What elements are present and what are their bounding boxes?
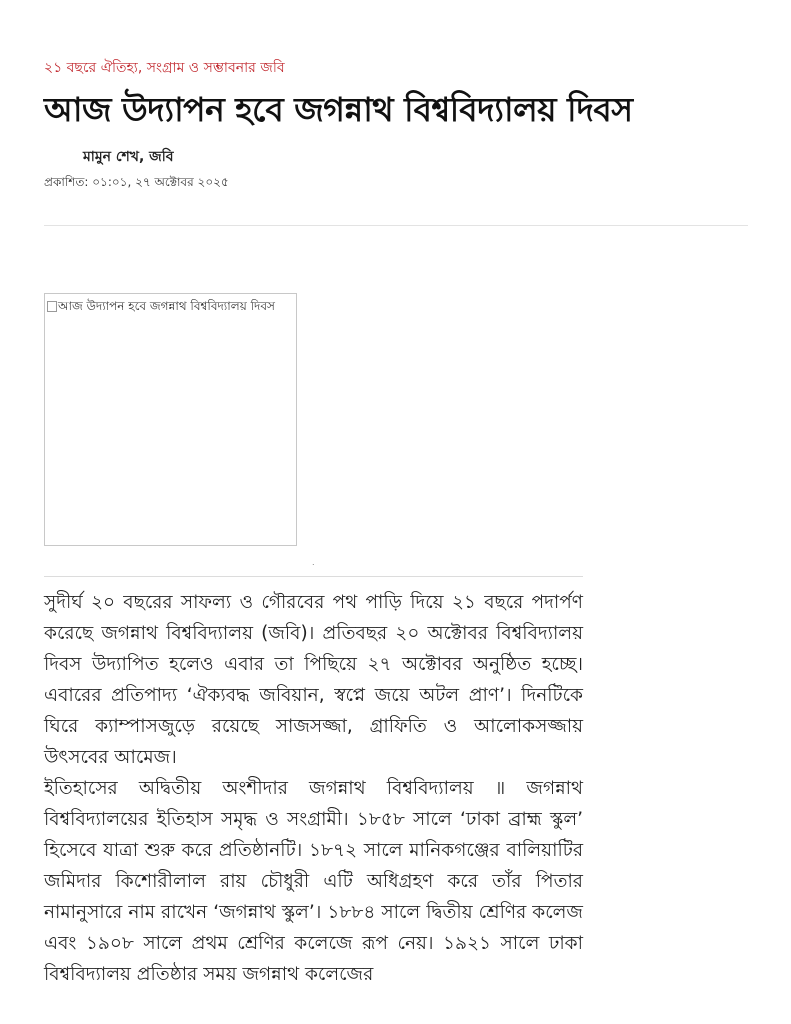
image-alt-text: আজ উদ্যাপন হবে জগন্নাথ বিশ্ববিদ্যালয় দিবস bbox=[58, 299, 275, 313]
article-author[interactable]: মামুন শেখ, জবি bbox=[83, 149, 174, 165]
broken-image-icon bbox=[47, 301, 57, 312]
divider bbox=[44, 225, 748, 226]
divider bbox=[44, 576, 583, 577]
article-title: আজ উদ্যাপন হবে জগন্নাথ বিশ্ববিদ্যালয় দিবস bbox=[44, 90, 633, 129]
paragraph: ইতিহাসের অদ্বিতীয় অংশীদার জগন্নাথ বিশ্ববিদ্যালয় ॥ জগন্নাথ বিশ্ববিদ্যালয়ের ইতিহাস সমৃদ্ধ ও সংগ্রামী। ১৮৫৮ সালে ‘ঢাকা ব্রাহ্ম স্কুল’ হিসেবে যাত্রা শুরু করে প্রতিষ্ঠানটি। ১৮৭২ সালে মানিকগঞ্জের বালিয়াটির জমিদার কিশোরীলাল রায় চৌধুরী এটি অধিগ্রহণ করে তাঁর পিতার নামানুসারে নাম রাখেন ‘জগন্নাথ স্কুল’। ১৮৮৪ সালে দ্বিতীয় শ্রেণির কলেজ এবং ১৯০৮ সালে প্রথম শ্রেণির কলেজে রূপ নেয়। ১৯২১ সালে ঢাকা বিশ্ববিদ্যালয় প্রতিষ্ঠার সময় জগন্নাথ কলেজের bbox=[44, 778, 583, 985]
article-kicker: ২১ বছরে ঐতিহ্য, সংগ্রাম ও সম্ভাবনার জবি bbox=[44, 60, 285, 76]
paragraph: সুদীর্ঘ ২০ বছরের সাফল্য ও গৌরবের পথ পাড়ি দিয়ে ২১ বছরে পদার্পণ করেছে জগন্নাথ বিশ্ববিদ্যালয় (জবি)। প্রতিবছর ২০ অক্টোবর বিশ্ববিদ্যালয় দিবস উদ্যাপিত হলেও এবার তা পিছিয়ে ২৭ অক্টোবর অনুষ্ঠিত হচ্ছে। এবারের প্রতিপাদ্য ‘ঐক্যবদ্ধ জবিয়ান, স্বপ্নে জয়ে অটল প্রাণ’। দিনটিকে ঘিরে ক্যাম্পাসজুড়ে রয়েছে সাজসজ্জা, গ্রাফিতি ও আলোকসজ্জায় উৎসবের আমেজ। bbox=[44, 592, 583, 768]
published-date: প্রকাশিত: ০১:০১, ২৭ অক্টোবর ২০২৫ bbox=[44, 175, 229, 189]
article-image bbox=[44, 293, 297, 546]
article-body bbox=[44, 587, 583, 990]
image-caption: . bbox=[312, 558, 315, 567]
